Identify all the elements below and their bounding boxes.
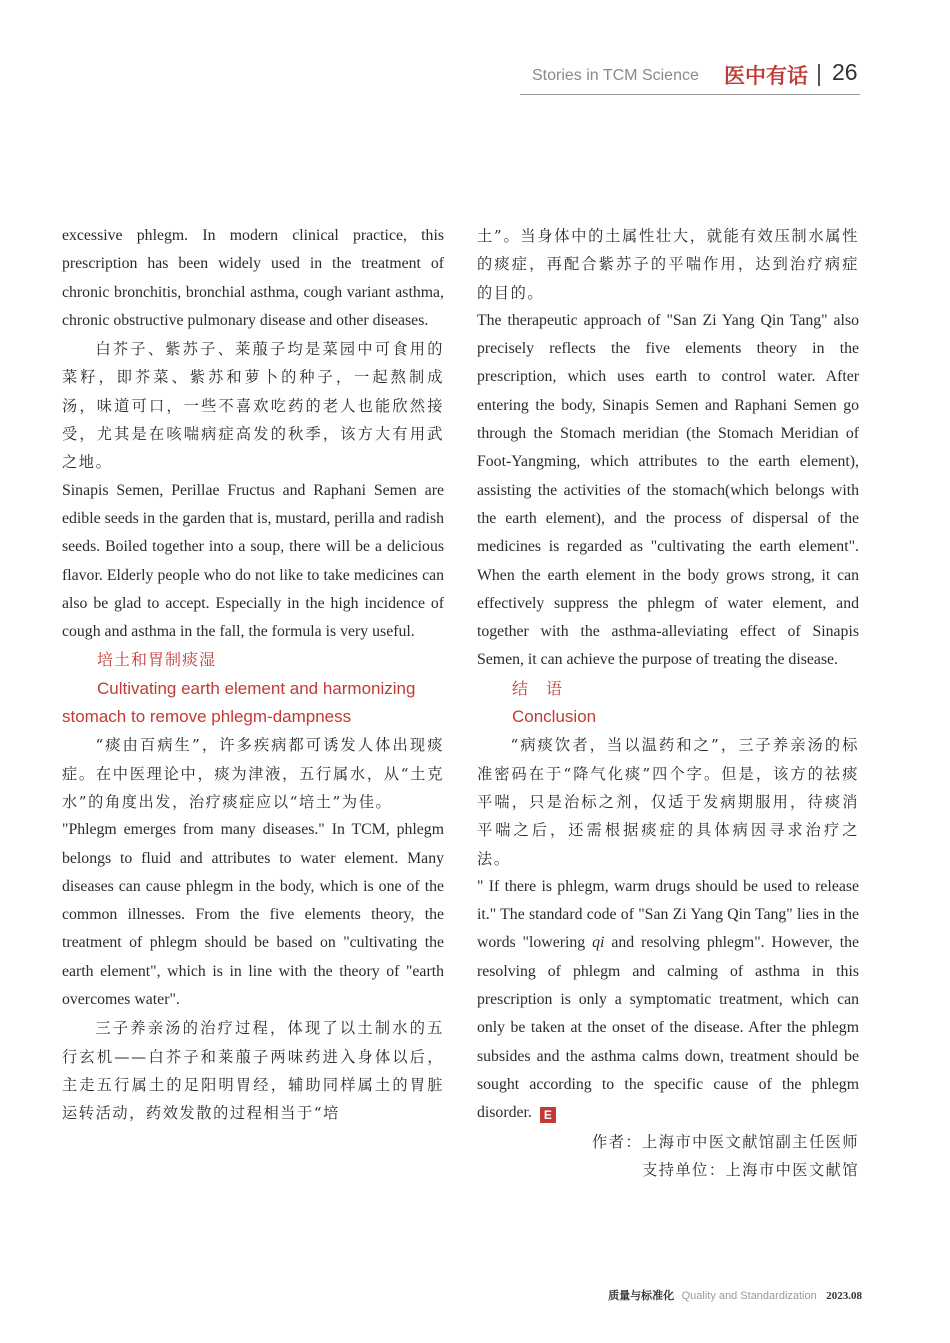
- left-column: [62, 222, 444, 1128]
- paragraph-en: excessive phlegm. In modern clinical practice, this prescription has been widely used in the treatment of chronic bronchitis, bronchial asthma, cough variant asthma, chronic obstructive pulmonary disease and other diseases.: [62, 227, 444, 329]
- paragraph-en: "Phlegm emerges from many diseases." In TCM, phlegm belongs to fluid and attributes to water element. Many diseases can cause phlegm in the body, which is one of the common illnesses. From the five elements theory, the treatment of phlegm should be based on "cultivating the earth element", which is in line with the theory of "earth overcomes water".: [62, 821, 444, 1009]
- paragraph-text: " If there is phlegm, warm drugs should be used to release it." The standard code of "San Zi Yang Qin Tang" lies in the words "lowering: [477, 877, 859, 952]
- page-number: 26: [832, 59, 858, 85]
- issue-number: 2023.08: [826, 1290, 862, 1302]
- qi-term: qi: [592, 934, 605, 952]
- page-footer: [608, 1287, 862, 1303]
- section-heading-en: Cultivating earth element and harmonizing stomach to remove phlegm-dampness: [62, 678, 416, 727]
- end-mark-icon: E: [540, 1107, 556, 1123]
- magazine-name-en: Quality and Standardization: [681, 1290, 817, 1302]
- header-divider: [818, 64, 820, 86]
- paragraph-text: and resolving phlegm". However, the resolving of phlegm and calming of asthma in this prescription is only a symptomatic treatment, which can only be taken at the onset of the disease. After the phlegm subsides and the asthma calms down, treatment should be sought according to the specific cause of the phlegm disorder.: [477, 934, 859, 1122]
- paragraph-en: Sinapis Semen, Perillae Fructus and Raphani Semen are edible seeds in the garden that is, mustard, perilla and radish seeds. Boiled together into a soup, there will be a delicious flavor. Elderly people who do not like to take medicines can also be glad to accept. Especially in the high incidence of cough and asthma in the fall, the formula is very useful.: [62, 481, 444, 641]
- paragraph-en: [477, 873, 859, 1128]
- author-line: 作者：上海市中医文献馆副主任医师: [592, 1132, 859, 1151]
- page-header: [520, 58, 860, 95]
- right-column: [477, 222, 859, 1184]
- paragraph-en: The therapeutic approach of "San Zi Yang Qin Tang" also precisely reflects the five elements theory in the prescription, which uses earth to control water. After entering the body, Sinapis Semen and Raphani Semen go through the Stomach meridian (the Stomach Meridian of Foot-Yangming, which attributes to the earth element), assisting the activities of the stomach(which belongs with the earth element), and the process of dispersal of the medicines is regarded as "cultivating the earth element". When the earth element in the body grows strong, it can effectively suppress the phlegm of water element, and together with the asthma-alleviating effect of Sinapis Semen, it can achieve the purpose of treating the disease.: [477, 311, 859, 669]
- paragraph-cn: 土”。当身体中的土属性壮大，就能有效压制水属性的痰症，再配合紫苏子的平喘作用，达到治疗病症的目的。: [477, 227, 859, 302]
- section-heading-cn: 结 语: [512, 678, 564, 698]
- paragraph-cn: “痰由百病生”，许多疾病都可诱发人体出现痰症。在中医理论中，痰为津液，五行属水，从“土克水”的角度出发，治疗痰症应以“培土”为佳。: [62, 736, 444, 811]
- support-unit-line: 支持单位：上海市中医文献馆: [642, 1160, 859, 1179]
- section-title-cn: 医中有话: [724, 64, 808, 88]
- section-heading-en: Conclusion: [512, 707, 597, 727]
- section-title-en: Stories in TCM Science: [532, 67, 699, 84]
- paragraph-cn: 白芥子、紫苏子、莱菔子均是菜园中可食用的菜籽，即芥菜、紫苏和萝卜的种子，一起熬制成汤，味道可口，一些不喜欢吃药的老人也能欣然接受，尤其是在咳喘病症高发的秋季，该方大有用武之地。: [62, 340, 444, 472]
- section-heading-cn: 培土和胃制痰湿: [97, 650, 217, 670]
- paragraph-cn: 三子养亲汤的治疗过程，体现了以土制水的五行玄机——白芥子和莱菔子两味药进入身体以后，主走五行属土的足阳明胃经，辅助同样属土的胃脏运转活动，药效发散的过程相当于“培: [62, 1019, 444, 1123]
- magazine-name-cn: 质量与标准化: [608, 1289, 675, 1302]
- paragraph-cn: “病痰饮者，当以温药和之”，三子养亲汤的标准密码在于“降气化痰”四个字。但是，该方的祛痰平喘，只是治标之剂，仅适于发病期服用，待痰消平喘之后，还需根据痰症的具体病因寻求治疗之法。: [477, 736, 859, 868]
